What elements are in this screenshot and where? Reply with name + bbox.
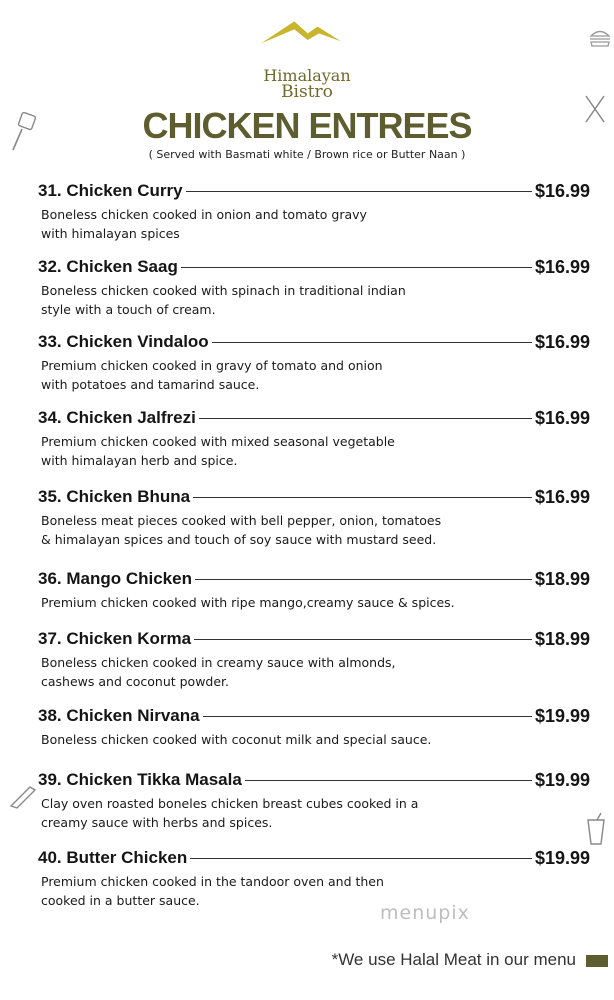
- menu-item: [38, 768, 590, 832]
- item-name: 33. Chicken Vindaloo: [38, 332, 209, 351]
- item-name: 40. Butter Chicken: [38, 848, 188, 867]
- accent-bar: [586, 955, 608, 967]
- menu-item: [38, 406, 590, 470]
- item-price: $16.99: [534, 180, 590, 201]
- item-name: 37. Chicken Korma: [38, 629, 192, 648]
- menu-item: [38, 255, 590, 319]
- menu-item: [38, 485, 590, 549]
- leader-line: [212, 342, 532, 343]
- knife-icon: [8, 782, 38, 810]
- leader-line: [190, 858, 532, 859]
- item-description: Premium chicken cooked with mixed seasonal vegetable with himalayan herb and spice.: [41, 434, 395, 468]
- menu-item: [38, 567, 590, 612]
- item-description: Boneless chicken cooked with spinach in traditional indian style with a touch of cream.: [41, 283, 406, 317]
- leader-line: [195, 579, 532, 580]
- menu-item: [38, 627, 590, 691]
- leader-line: [245, 780, 532, 781]
- halal-note: *We use Halal Meat in our menu: [331, 950, 576, 969]
- burger-icon: [588, 26, 612, 50]
- item-name: 31. Chicken Curry: [38, 181, 183, 200]
- item-name: 35. Chicken Bhuna: [38, 487, 191, 506]
- page-subtitle: ( Served with Basmati white / Brown rice or Butter Naan ): [148, 148, 466, 161]
- item-price: $19.99: [534, 769, 590, 790]
- leader-line: [181, 267, 532, 268]
- item-description: Premium chicken cooked in gravy of tomato and onion with potatoes and tamarind sauce.: [41, 358, 383, 392]
- item-price: $16.99: [534, 331, 590, 352]
- item-price: $19.99: [534, 847, 590, 868]
- leader-line: [194, 639, 532, 640]
- brand-name-line2: Bistro: [281, 82, 333, 102]
- leader-line: [199, 418, 532, 419]
- item-description: Premium chicken cooked in the tandoor oven and then cooked in a butter sauce.: [41, 874, 384, 908]
- leader-line: [186, 191, 532, 192]
- menu-item: [38, 846, 590, 910]
- menu-item: [38, 704, 590, 749]
- menu-item: [38, 330, 590, 394]
- spatula-icon: [8, 112, 38, 152]
- leader-line: [203, 716, 532, 717]
- item-description: Clay oven roasted boneles chicken breast cubes cooked in a creamy sauce with herbs and spices.: [41, 796, 419, 830]
- item-description: Boneless meat pieces cooked with bell pepper, onion, tomatoes & himalayan spices and touch of soy sauce with mustard seed.: [41, 513, 442, 547]
- item-price: $16.99: [534, 407, 590, 428]
- item-price: $16.99: [534, 256, 590, 277]
- mountain-logo-icon: [236, 20, 366, 60]
- item-name: 32. Chicken Saag: [38, 257, 178, 276]
- item-price: $18.99: [534, 568, 590, 589]
- watermark: menupix: [380, 902, 470, 924]
- brand-name-line1: Himalayan: [263, 66, 351, 85]
- item-name: 38. Chicken Nirvana: [38, 706, 200, 725]
- item-price: $18.99: [534, 628, 590, 649]
- item-name: 36. Mango Chicken: [38, 569, 192, 588]
- item-name: 34. Chicken Jalfrezi: [38, 408, 196, 427]
- page-title: CHICKEN ENTREES: [142, 105, 472, 146]
- fork-knife-icon: [582, 92, 608, 126]
- item-description: Premium chicken cooked with ripe mango,creamy sauce & spices.: [41, 595, 455, 610]
- item-price: $19.99: [534, 705, 590, 726]
- item-description: Boneless chicken cooked with coconut milk and special sauce.: [41, 732, 432, 747]
- item-description: Boneless chicken cooked in creamy sauce with almonds, cashews and coconut powder.: [41, 655, 396, 689]
- item-name: 39. Chicken Tikka Masala: [38, 770, 242, 789]
- menu-item: [38, 179, 590, 243]
- item-description: Boneless chicken cooked in onion and tomato gravy with himalayan spices: [41, 207, 367, 241]
- leader-line: [193, 497, 532, 498]
- item-price: $16.99: [534, 486, 590, 507]
